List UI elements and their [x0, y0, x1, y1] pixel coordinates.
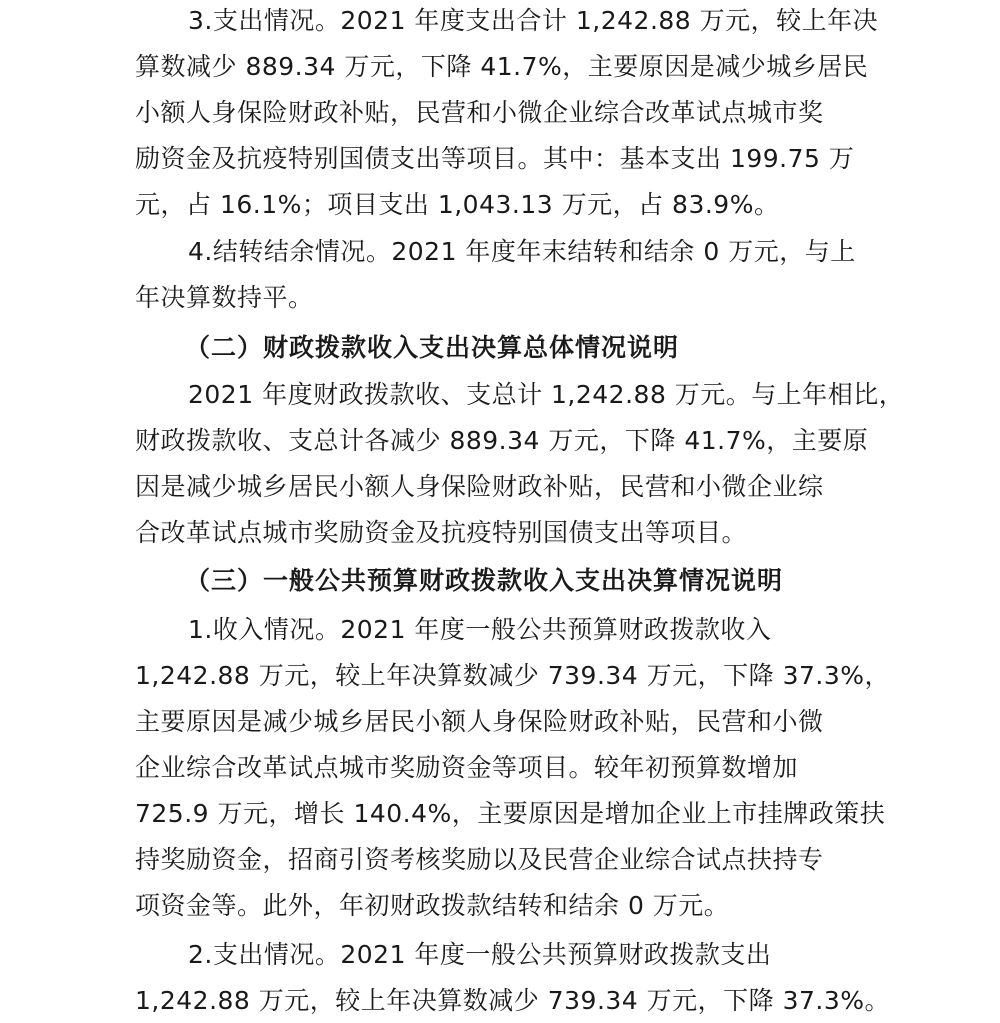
section-heading-3: （三）一般公共预算财政拨款收入支出决算情况说明: [185, 566, 784, 595]
paragraph-carryover-line-2: 年决算数持平。: [135, 283, 314, 312]
paragraph-expenditure-line-5: 元，占 16.1%；项目支出 1,043.13 万元，占 83.9%。: [135, 190, 780, 219]
paragraph-expenditure-line-2: 算数减少 889.34 万元，下降 41.7%，主要原因是减少城乡居民: [135, 52, 869, 81]
paragraph-fiscal-total-line-1: 2021 年度财政拨款收、支总计 1,242.88 万元。与上年相比，: [188, 380, 905, 409]
section-heading-2: （二）财政拨款收入支出决算总体情况说明: [185, 333, 680, 362]
paragraph-income-line-7: 项资金等。此外，年初财政拨款结转和结余 0 万元。: [135, 891, 730, 920]
paragraph-income-line-5: 725.9 万元，增长 140.4%，主要原因是增加企业上市挂牌政策扶: [135, 799, 886, 828]
paragraph-spending-line-2: 1,242.88 万元，较上年决算数减少 739.34 万元，下降 37.3%。: [135, 986, 891, 1015]
paragraph-income-line-2: 1,242.88 万元，较上年决算数减少 739.34 万元，下降 37.3%，: [135, 661, 891, 690]
paragraph-income-line-6: 持奖励资金，招商引资考核奖励以及民营企业综合试点扶持专: [135, 845, 824, 874]
paragraph-carryover-line-1: 4.结转结余情况。2021 年度年末结转和结余 0 万元，与上: [188, 237, 856, 266]
paragraph-income-line-1: 1.收入情况。2021 年度一般公共预算财政拨款收入: [188, 615, 772, 644]
paragraph-fiscal-total-line-3: 因是减少城乡居民小额人身保险财政补贴，民营和小微企业综: [135, 472, 824, 501]
paragraph-fiscal-total-line-4: 合改革试点城市奖励资金及抗疫特别国债支出等项目。: [135, 518, 748, 547]
paragraph-spending-line-1: 2.支出情况。2021 年度一般公共预算财政拨款支出: [188, 940, 772, 969]
paragraph-expenditure-line-1: 3.支出情况。2021 年度支出合计 1,242.88 万元，较上年决: [188, 6, 879, 35]
paragraph-income-line-4: 企业综合改革试点城市奖励资金等项目。较年初预算数增加: [135, 753, 799, 782]
paragraph-expenditure-line-3: 小额人身保险财政补贴，民营和小微企业综合改革试点城市奖: [135, 98, 824, 127]
paragraph-income-line-3: 主要原因是减少城乡居民小额人身保险财政补贴，民营和小微: [135, 707, 824, 736]
paragraph-expenditure-line-4: 励资金及抗疫特别国债支出等项目。其中：基本支出 199.75 万: [135, 144, 855, 173]
paragraph-fiscal-total-line-2: 财政拨款收、支总计各减少 889.34 万元，下降 41.7%，主要原: [135, 426, 869, 455]
